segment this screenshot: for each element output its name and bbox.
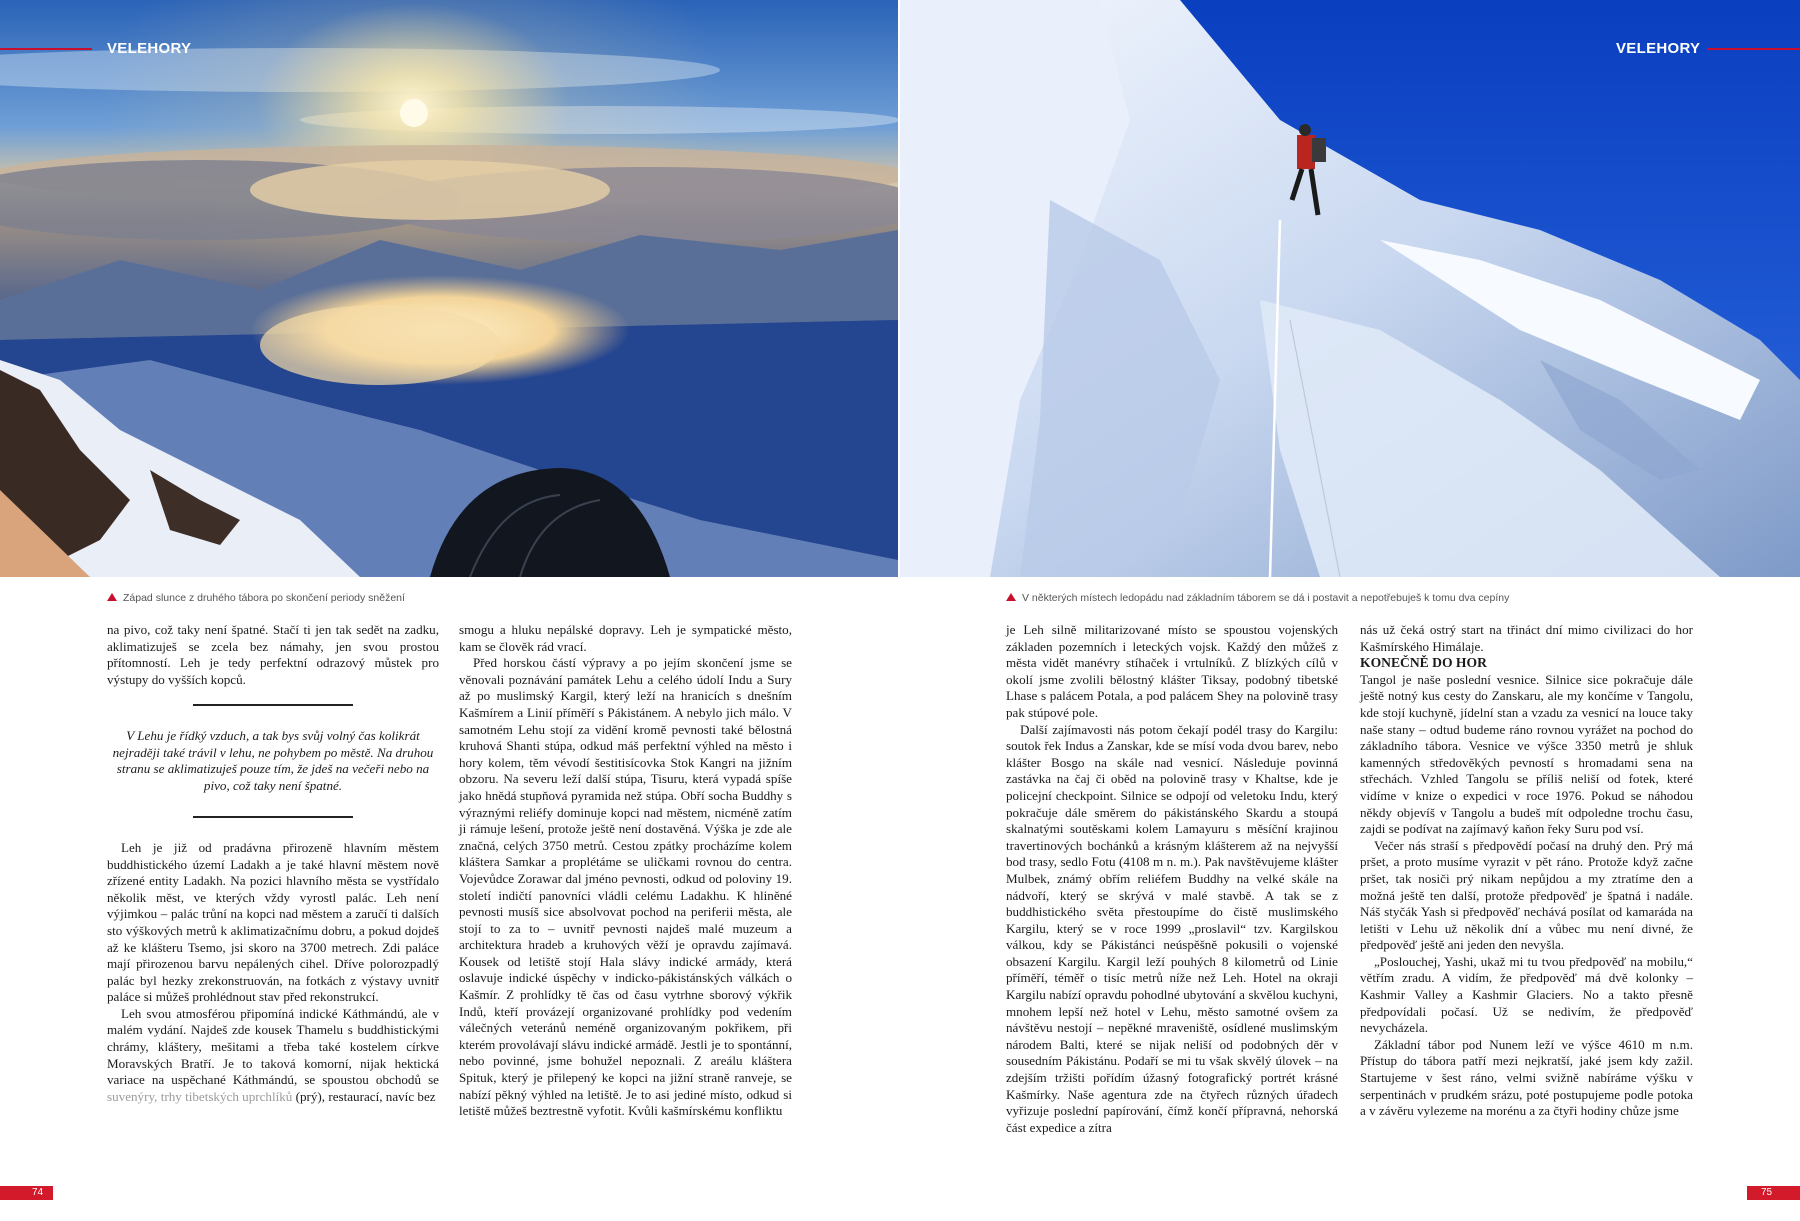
paragraph: nás už čeká ostrý start na třináct dní mimo civilizaci do hor Kašmírského Himálaje. — [1360, 622, 1693, 654]
caption-left — [107, 592, 405, 604]
paragraph: smogu a hluku nepálské dopravy. Leh je sympatické město, kam se člověk rád vrací. — [459, 622, 792, 654]
page-number-right: 75 — [1747, 1186, 1800, 1200]
paragraph-text: Leh svou atmosférou připomíná indické Káthmándú, ale v malém vydání. Najdeš zde kousek Thamelu s buddhistickými chrámy, kláštery, mešitami a třeba také kostelem církve Moravských Bratří. Je to taková komorní, nijak hektická variace na uspěchané Káthmándú, se spoustou obchodů se — [107, 1005, 439, 1088]
section-tag-line-right — [1707, 48, 1800, 50]
caption-right-text: V některých místech ledopádu nad základním táborem se dá i postavit a nepotřebuješ k tomu dva cepíny — [1022, 592, 1510, 604]
paragraph: na pivo, což taky není špatné. Stačí ti jen tak sedět na zadku, aklimatizuješ se zcela bez námahy, jen svou prostou přítomností. Leh je tedy perfektní odrazový můstek pro výstupy do vyšších kopců. — [107, 622, 439, 687]
paragraph-faded-text: suvenýry, trhy tibetských uprchlíků — [107, 1088, 293, 1104]
section-tag-line-left — [0, 48, 92, 50]
paragraph-text-end: (prý), restaurací, navíc bez — [292, 1088, 436, 1104]
pull-quote-rule-top — [193, 704, 353, 706]
caption-triangle-icon — [107, 593, 117, 601]
paragraph: Další zajímavosti nás potom čekají podél trasy do Kargilu: soutok řek Indus a Zanskar, kde se mísí voda dvou barev, nebo klášter Bosgo na skále nad vesnicí. Následuje povinná zastávka na čaj či oběd na polovině trasy v Khaltse, kde je policejní checkpoint. Silnice se odpojí od veletoku Indu, který pokračuje dále směrem do pákistánského Skardu a stoupá skalnatými soutěskami kolem Lamayuru s měsíční krajinou travertinových bochánků a krásným klášterem až na nejvyšší bod trasy, sedlo Fotu (4108 m n. m.). Pak navštěvujeme klášter Mulbek, známý obřím reliéfem Buddhy na velké skále na nádvoří, který se skrývá v malé stavbě. A tak se z buddhistického světa přestoupíme do čistě muslimského Kargilu, který se v roce 1999 „proslavil“ tzv. Kargilskou válkou, kdy se Pákistánci neúspěšně pokusili o vojenské obsazení Kargilu. Kargil leží pouhých 8 kilometrů od Linie příměří, téměř o tisíc metrů níže než Leh. Hotel na okraji Kargilu nabízí opravdu pohodlné ubytování a skvělou kuchyni, mnohem lepší než hotel v Lehu, město samotné ovšem za návštěvu nestojí – nepěkné mraveniště, osídlené muslimským národem Balti, které se nijak neliší od podobných děr v sousedním Pákistánu. Podaří se mi tu však skvělý úlovek – na zdejším tržišti pořídím úžasný fotografický portrét krásné Kašmírky. Naše agentura zde na čtyřech různých úřadech vyřizuje poslední papírování, čímž končí přípravná, nehorská část expedice a zítra — [1006, 721, 1338, 1135]
article-column-2 — [459, 622, 792, 1120]
paragraph: Leh je již od pradávna přirozeně hlavním městem buddhistického území Ladakh a je také hlavní městem nově zřízené entity Ladakh. Na pozici hlavního města se vystřídalo několik měst, ve kterých vždy vyrostl palác. Leh není výjimkou – palác trůní na kopci nad městem a zaručí ti dalších sto výškových metrů k aklimatizačnímu dobru, a pokud dojdeš až ke klášteru Tsemo, jsi skoro na 3700 metrech. Zdi paláce mají přirozenou barvu nepálených cihel. Dříve polorozpadlý palác byl hezky zrekonstruován, na fotkách z výstavy uvnitř paláce si můžeš prohlédnout stav před rekonstrukcí. — [107, 839, 439, 1005]
caption-left-text: Západ slunce z druhého tábora po skončení periody sněžení — [123, 592, 405, 604]
paragraph: Tangol je naše poslední vesnice. Silnice sice pokračuje dále ještě notný kus cesty do Zanskaru, ale my končíme v Tangolu, kde stojí kuchyně, jídelní stan a vzadu za vesnicí na louce taky naše stany – odtud budeme ráno rovnou vyrážet na pochod do základního tábora. Vesnice ve výšce 3350 metrů je shluk kamenných středověkých pevností s hromadami sena na střechách. Vzhled Tangolu se příliš neliší od fotek, které vidíme v knize o expedici v roce 1976. Pokud se náhodou někdy objevíš v Tangolu a budeš mít odpoledne trochu času, zajdi se podívat na zajímavý kaňon řeky Suru pod vsí. — [1360, 671, 1693, 837]
photo-sunset-camp — [0, 0, 898, 577]
paragraph — [107, 1006, 439, 1106]
article-column-4 — [1360, 622, 1693, 1120]
pull-quote-rule-bottom — [193, 816, 353, 818]
icefall-photo-image — [900, 0, 1800, 577]
paragraph: Základní tábor pod Nunem leží ve výšce 4610 m n.m. Přístup do tábora patří mezi nejkratší, jaké jsem kdy zažil. Startujeme v šest ráno, velmi svižně nabíráme výšku v serpentinách v prudkém srázu, poté postupujeme podle potoka a v závěru vylezeme na morénu a za čtyři hodiny chůze jsme — [1360, 1036, 1693, 1119]
paragraph: Před horskou částí výpravy a po jejím skončení jsme se věnovali poznávání památek Lehu a celého údolí Indu a Sury až po muslimský Kargil, který leží na hranicích s dnešním Kašmírem a Linií příměří s Pákistánem. A nebylo jich málo. V samotném Lehu stojí za vidění kromě pevnosti také bělostná kruhová Shanti stúpa, odkud máš perfektní výhled na město i hory kolem, těm vévodí šestitisícovka Stok Kangri na jižním obzoru. Na severu leží další stúpa, Tisuru, která vypadá spíše jako hnědá stupňová pyramida než stúpa. Obří socha Buddhy s výraznými reliéfy dominuje kopci nad městem, nicméně zatím ji rámuje lešení, protože ještě není dostavěná. Výška je zde ale značná, celých 3750 metrů. Cestou zpátky procházíme kolem kláštera Samkar a proplétáme se uličkami rovnou do centra. Vojevůdce Zorawar dal jméno pevnosti, odkud od poloviny 19. století indičtí panovníci vládli celému Ladakhu. K hliněné pevnosti musíš sice absolvovat pochod na periferii města, ale stojí to za to – uvnitř pevnosti najdeš malé muzeum a architektura hradeb a kruhových věží je opravdu zajímavá. Kousek od letiště stojí Hala slávy indické armády, která oslavuje indické úspěchy v indicko-pákistánských válkách o Kašmír. Z prohlídky tě čas od času vytrhne sborový výkřik Indů, kteří provázejí organizované prohlídky pod vedením válečných veteránů neméně organizovaným pokřikem, při kterém provolávají slávu indické armádě. Jestli je to spontánní, nebo povinné, jsme bohužel nepoznali. Z areálu kláštera Spituk, který je přilepený ke kopci na jižní straně ranveje, se nabízí pěkný výhled na letiště. Je to asi jediné místo, odkud si letiště můžeš beztrestně vyfotit. Kvůli kašmírskému konfliktu — [459, 655, 792, 1119]
paragraph: „Poslouchej, Yashi, ukaž mi tu tvou předpověď na mobilu,“ větřím zradu. A vidím, že předpověď má dvě kolonky – Kashmir Valley a Kashmir Glaciers. No a takto přesně předpovídali počasí. Už se nedivím, že předpověď nevycházela. — [1360, 953, 1693, 1036]
paragraph: Večer nás straší s předpovědí počasí na druhý den. Prý má pršet, a proto musíme vyrazit v pět ráno. Protože když začne pršet, tak nosiči prý nikam nepůjdou a my ztratíme den a možná ještě ten další, protože předpověď je špatná i nadále. Náš styčák Yash si předpověď nechává posílat od kamaráda na letišti v Lehu už několik dní a vůbec mu není divné, že předpověď ještě ani jeden den nevyšla. — [1360, 837, 1693, 953]
article-column-3 — [1006, 622, 1338, 1136]
photo-icefall-climber — [900, 0, 1800, 577]
section-tag-left: VELEHORY — [107, 40, 192, 57]
caption-triangle-icon — [1006, 593, 1016, 601]
pull-quote-text: V Lehu je řídký vzduch, a tak bys svůj volný čas kolikrát nejraději také trávil v lehu, ne pohybem po městě. Na druhou stranu se aklimatizuješ pouze tím, že jdeš na večeři nebo na pivo, což taky není špatné. — [112, 727, 434, 793]
sunset-photo-image — [0, 0, 898, 577]
page-number-left: 74 — [0, 1186, 53, 1200]
pull-quote — [107, 704, 439, 818]
section-heading: KONEČNĚ DO HOR — [1360, 655, 1487, 671]
article-column-1 — [107, 622, 439, 1105]
caption-right — [1006, 592, 1509, 604]
section-tag-right: VELEHORY — [1616, 40, 1701, 57]
paragraph: je Leh silně militarizované místo se spoustou vojenských základen pozemních i leteckých vojsk. Každý den můžeš z města vidět manévry stíhaček i vrtulníků. Z blízkých cílů v okolí jsme zvolili bělostný klášter Tiksay, podobný tibetské Lhase s palácem Potala, a pod palácem Shey na polovině trasy pak stúpové pole. — [1006, 622, 1338, 720]
